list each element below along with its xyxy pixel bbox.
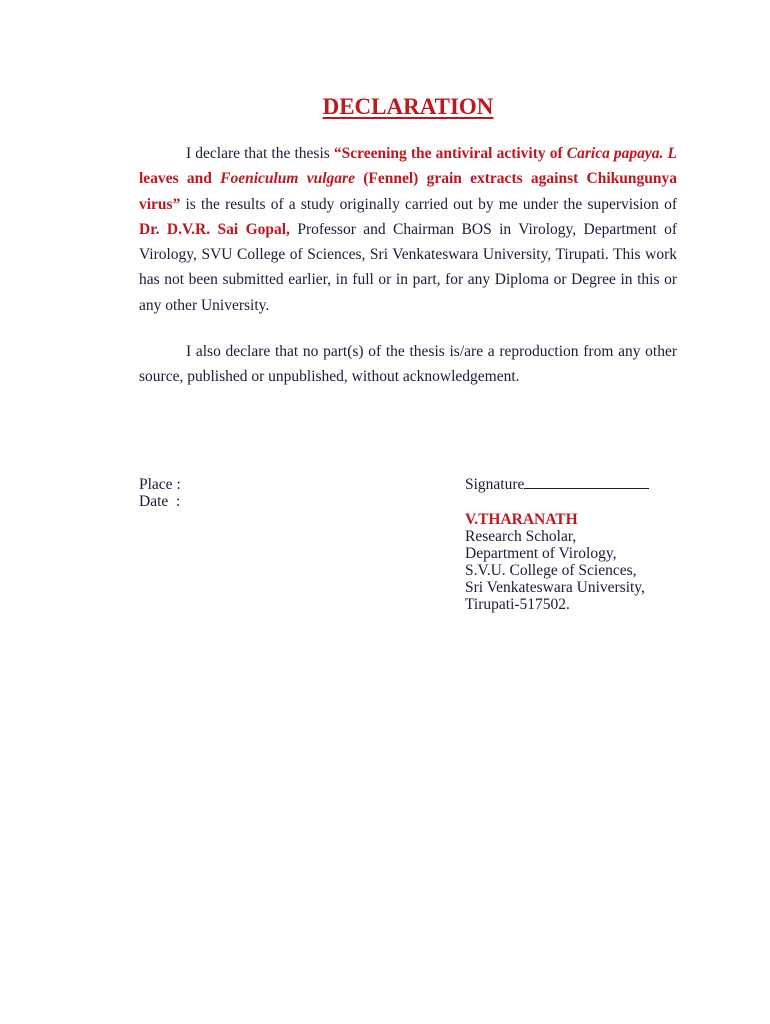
thesis-title-part: “Screening the antiviral activity of [333, 145, 567, 162]
scholar-line: Department of Virology, [465, 545, 617, 562]
scholar-line: Tirupati-517502. [465, 596, 570, 613]
supervisor-name: Dr. D.V.R. Sai Gopal, [139, 220, 290, 238]
thesis-title-part: leaves and [139, 170, 221, 188]
place-label: Place : [139, 476, 181, 493]
page-title: DECLARATION [322, 94, 494, 119]
declaration-paragraph-1 [139, 141, 677, 318]
place-date-block [139, 476, 181, 510]
declaration-paragraph-2 [139, 339, 677, 390]
signature-label: Signature [465, 476, 525, 493]
scholar-line: Sri Venkateswara University, [465, 579, 645, 596]
signature-row [465, 476, 649, 493]
scholar-line: S.V.U. College of Sciences, [465, 562, 637, 579]
signature-line [524, 476, 649, 489]
text: I declare that the thesis [186, 145, 334, 162]
text: Professor and Chairman BOS in Virology, Department of Virology, SVU College of Sciences, Sri Venkateswara University, Tirupati. This work has not been submitted earlier, in full or in part, for any Diploma or Degree in this or any other University. [139, 220, 677, 314]
scholar-line: Research Scholar, [465, 528, 577, 545]
signature-block [465, 476, 649, 613]
thesis-title-part: (Fennel) grain extracts against Chikungunya virus” [139, 170, 677, 213]
species-name: Carica papaya. L [566, 145, 677, 162]
scholar-name: V.THARANATH [465, 511, 578, 528]
text: is the results of a study originally carried out by me under the supervision of [180, 195, 677, 213]
date-label: Date : [139, 493, 181, 510]
text: I also declare that no part(s) of the thesis is/are a reproduction from any other source, published or unpublished, without acknowledgement. [139, 343, 677, 386]
species-name: Foeniculum vulgare [220, 170, 355, 188]
